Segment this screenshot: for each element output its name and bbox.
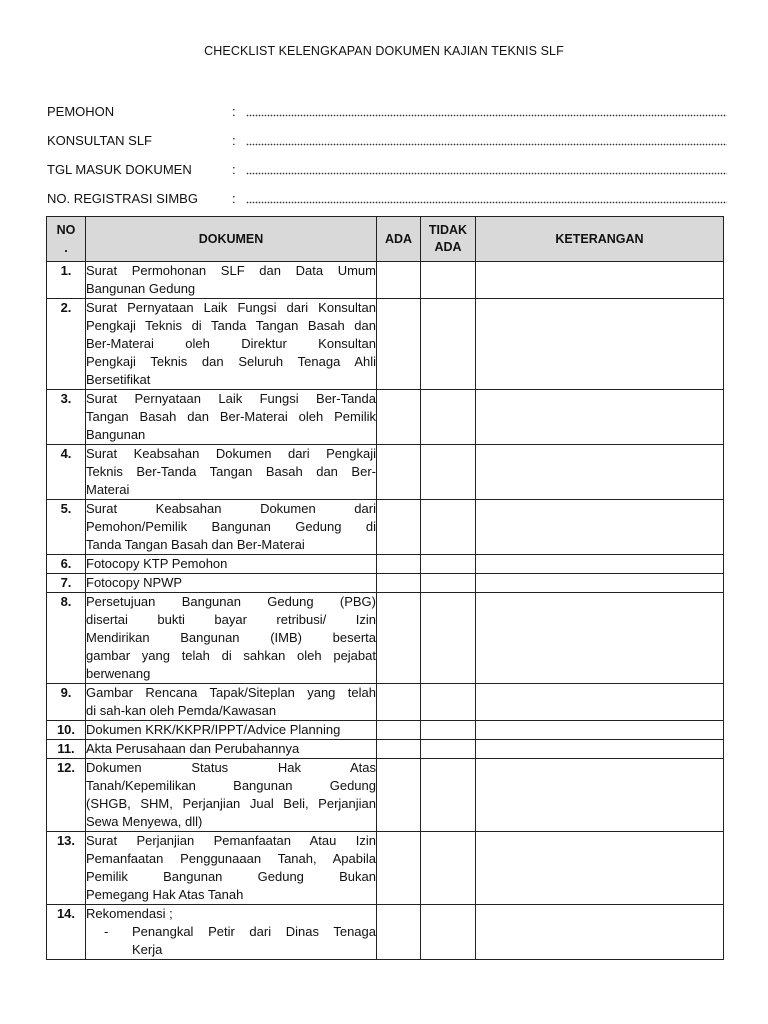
keterangan-cell[interactable] (476, 905, 724, 960)
table-row (47, 390, 724, 445)
info-fill-line[interactable] (246, 137, 727, 147)
header-no: NO . (47, 217, 86, 262)
document-line: Surat Keabsahan Dokumen dari (86, 501, 376, 516)
ada-cell[interactable] (377, 721, 421, 740)
document-title: CHECKLIST KELENGKAPAN DOKUMEN KAJIAN TEKNIS SLF (204, 44, 564, 58)
document-line: Rekomendasi ; (86, 906, 173, 921)
table-header-row (47, 217, 724, 262)
tidak-ada-cell[interactable] (421, 390, 476, 445)
info-fill-line[interactable] (246, 195, 727, 205)
tidak-ada-cell[interactable] (421, 500, 476, 555)
ada-cell[interactable] (377, 684, 421, 721)
info-row (47, 102, 727, 120)
ada-cell[interactable] (377, 390, 421, 445)
document-line: Gambar Rencana Tapak/Siteplan yang telah (86, 685, 376, 700)
document-name (86, 445, 377, 500)
row-number: 10. (47, 721, 86, 740)
header-keterangan: KETERANGAN (476, 217, 724, 262)
ada-cell[interactable] (377, 905, 421, 960)
document-name (86, 740, 377, 759)
keterangan-cell[interactable] (476, 593, 724, 684)
document-line: di sah-kan oleh Pemda/Kawasan (86, 703, 277, 718)
header-dokumen: DOKUMEN (86, 217, 377, 262)
document-name (86, 262, 377, 299)
tidak-ada-cell[interactable] (421, 262, 476, 299)
document-line: disertai bukti bayar retribusi/ Izin (86, 612, 376, 627)
info-colon: : (232, 190, 236, 206)
document-name (86, 832, 377, 905)
keterangan-cell[interactable] (476, 832, 724, 905)
keterangan-cell[interactable] (476, 299, 724, 390)
sub-item (86, 923, 376, 959)
tidak-ada-cell[interactable] (421, 555, 476, 574)
document-line: Surat Pernyataan Laik Fungsi Ber-Tanda (86, 391, 376, 406)
row-number: 9. (47, 684, 86, 721)
info-colon: : (232, 103, 236, 119)
document-name (86, 500, 377, 555)
document-line: Pengkaji Teknis dan Seluruh Tenaga Ahli (86, 354, 376, 369)
row-number: 4. (47, 445, 86, 500)
ada-cell[interactable] (377, 555, 421, 574)
document-name (86, 684, 377, 721)
header-tidak-ada: TIDAK ADA (421, 217, 476, 262)
tidak-ada-cell[interactable] (421, 574, 476, 593)
ada-cell[interactable] (377, 574, 421, 593)
keterangan-cell[interactable] (476, 740, 724, 759)
document-line: Ber-Materai oleh Direktur Konsultan (86, 336, 376, 351)
document-line: Surat Perjanjian Pemanfaatan Atau Izin (86, 833, 376, 848)
tidak-ada-cell[interactable] (421, 299, 476, 390)
keterangan-cell[interactable] (476, 555, 724, 574)
ada-cell[interactable] (377, 759, 421, 832)
document-line: Dokumen Status Hak Atas (86, 760, 376, 775)
sub-item-dash: - (104, 924, 109, 939)
table-row (47, 759, 724, 832)
document-line: Tanah/Kepemilikan Bangunan Gedung (86, 778, 376, 793)
ada-cell[interactable] (377, 593, 421, 684)
table-row (47, 740, 724, 759)
document-line: berwenang (86, 666, 151, 681)
document-line: gambar yang telah di sahkan oleh pejabat (86, 648, 376, 663)
info-colon: : (232, 132, 236, 148)
tidak-ada-cell[interactable] (421, 445, 476, 500)
document-line: Fotocopy KTP Pemohon (86, 556, 228, 571)
table-row (47, 574, 724, 593)
document-line: Teknis Ber-Tanda Tangan Basah dan Ber- (86, 464, 376, 479)
document-name (86, 759, 377, 832)
document-line: Fotocopy NPWP (86, 575, 183, 590)
row-number: 14. (47, 905, 86, 960)
document-line: Bangunan Gedung (86, 281, 196, 296)
document-line: Bersetifikat (86, 372, 151, 387)
table-row (47, 832, 724, 905)
tidak-ada-cell[interactable] (421, 759, 476, 832)
keterangan-cell[interactable] (476, 684, 724, 721)
row-number: 3. (47, 390, 86, 445)
sub-item-line: Penangkal Petir dari Dinas Tenaga (132, 924, 376, 939)
document-line: Persetujuan Bangunan Gedung (PBG) (86, 594, 376, 609)
table-row (47, 299, 724, 390)
keterangan-cell[interactable] (476, 721, 724, 740)
keterangan-cell[interactable] (476, 574, 724, 593)
row-number: 5. (47, 500, 86, 555)
document-line: Pemanfaatan Penggunaaan Tanah, Apabila (86, 851, 376, 866)
info-label: KONSULTAN SLF (47, 132, 152, 148)
tidak-ada-cell[interactable] (421, 905, 476, 960)
ada-cell[interactable] (377, 832, 421, 905)
document-line: Pemohon/Pemilik Bangunan Gedung di (86, 519, 376, 534)
table-row (47, 445, 724, 500)
tidak-ada-cell[interactable] (421, 740, 476, 759)
document-line: Tangan Basah dan Ber-Materai oleh Pemilik (86, 409, 376, 424)
document-line: Pengkaji Teknis di Tanda Tangan Basah dan (86, 318, 376, 333)
document-line: (SHGB, SHM, Perjanjian Jual Beli, Perjanjian (86, 796, 376, 811)
row-number: 2. (47, 299, 86, 390)
document-line: Dokumen KRK/KKPR/IPPT/Advice Planning (86, 722, 341, 737)
document-line: Surat Pernyataan Laik Fungsi dari Konsultan (86, 300, 376, 315)
keterangan-cell[interactable] (476, 759, 724, 832)
row-number: 6. (47, 555, 86, 574)
document-line: Surat Keabsahan Dokumen dari Pengkaji (86, 446, 376, 461)
table-row (47, 721, 724, 740)
info-fill-line[interactable] (246, 166, 727, 176)
document-line: Bangunan (86, 427, 146, 442)
row-number: 7. (47, 574, 86, 593)
document-name (86, 299, 377, 390)
table-row (47, 555, 724, 574)
info-label: PEMOHON (47, 103, 115, 119)
document-name (86, 721, 377, 740)
document-line: Akta Perusahaan dan Perubahannya (86, 741, 300, 756)
document-name (86, 905, 377, 960)
document-line: Materai (86, 482, 130, 497)
ada-cell[interactable] (377, 740, 421, 759)
keterangan-cell[interactable] (476, 500, 724, 555)
info-colon: : (232, 161, 236, 177)
table-row (47, 905, 724, 960)
document-line: Surat Permohonan SLF dan Data Umum (86, 263, 376, 278)
info-row (47, 160, 727, 178)
info-row (47, 131, 727, 149)
ada-cell[interactable] (377, 445, 421, 500)
table-row (47, 593, 724, 684)
document-line: Pemilik Bangunan Gedung Bukan (86, 869, 376, 884)
document-line: Sewa Menyewa, dll) (86, 814, 203, 829)
info-label: NO. REGISTRASI SIMBG (47, 190, 198, 206)
document-line: Pemegang Hak Atas Tanah (86, 887, 244, 902)
checklist-table (46, 216, 724, 960)
info-row (47, 189, 727, 207)
document-name (86, 593, 377, 684)
info-fill-line[interactable] (246, 108, 727, 118)
document-line: Tanda Tangan Basah dan Ber-Materai (86, 537, 305, 552)
keterangan-cell[interactable] (476, 445, 724, 500)
document-name (86, 390, 377, 445)
info-label: TGL MASUK DOKUMEN (47, 161, 192, 177)
row-number: 1. (47, 262, 86, 299)
table-row (47, 684, 724, 721)
document-name (86, 574, 377, 593)
ada-cell[interactable] (377, 262, 421, 299)
sub-item-text (132, 923, 376, 959)
table-row (47, 262, 724, 299)
table-row (47, 500, 724, 555)
header-ada: ADA (377, 217, 421, 262)
tidak-ada-cell[interactable] (421, 593, 476, 684)
tidak-ada-cell[interactable] (421, 832, 476, 905)
row-number: 8. (47, 593, 86, 684)
tidak-ada-cell[interactable] (421, 721, 476, 740)
tidak-ada-cell[interactable] (421, 684, 476, 721)
keterangan-cell[interactable] (476, 390, 724, 445)
ada-cell[interactable] (377, 299, 421, 390)
document-name (86, 555, 377, 574)
ada-cell[interactable] (377, 500, 421, 555)
row-number: 11. (47, 740, 86, 759)
row-number: 13. (47, 832, 86, 905)
row-number: 12. (47, 759, 86, 832)
document-line: Mendirikan Bangunan (IMB) beserta (86, 630, 376, 645)
keterangan-cell[interactable] (476, 262, 724, 299)
sub-item-line: Kerja (132, 942, 163, 957)
